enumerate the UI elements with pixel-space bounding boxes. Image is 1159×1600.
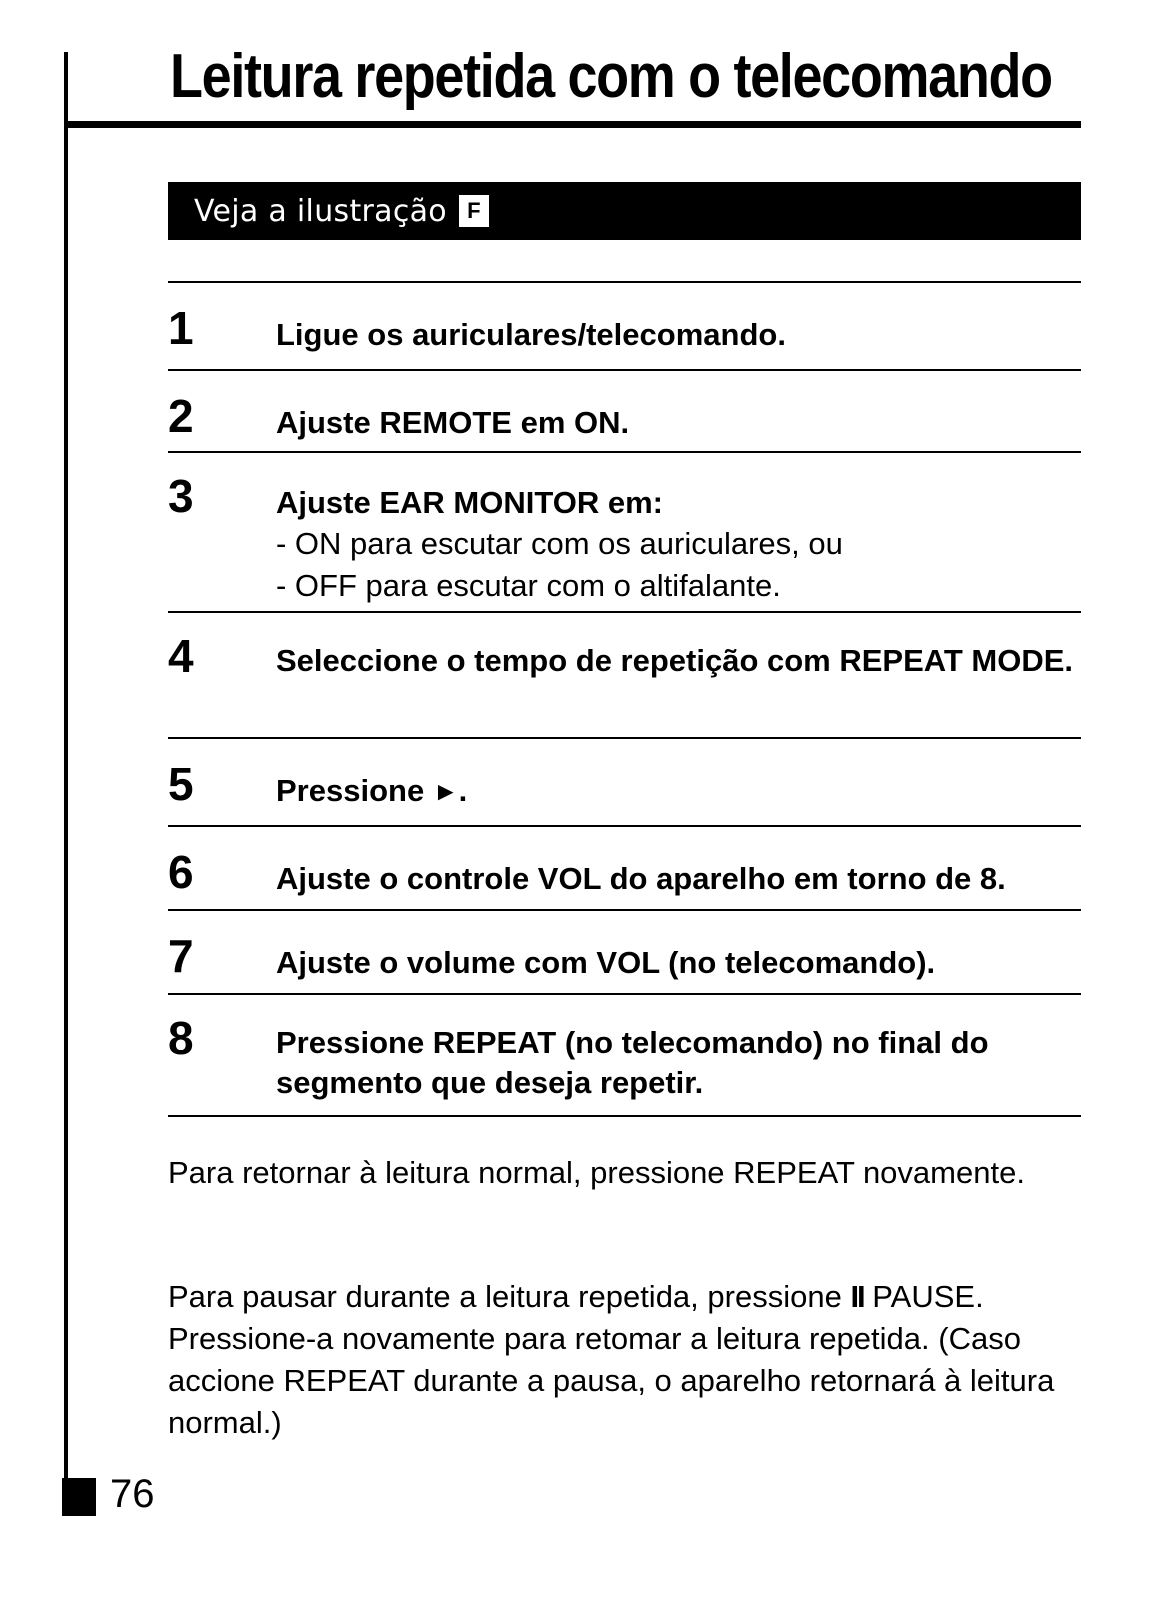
- note-pause-before: Para pausar durante a leitura repetida, pressione: [168, 1279, 842, 1314]
- step-text-suffix: .: [458, 773, 468, 808]
- step-text-label: Pressione: [276, 773, 425, 808]
- step-number: 7: [168, 930, 194, 982]
- step-6: [168, 827, 1081, 911]
- step-8: [168, 995, 1081, 1117]
- steps-list: [168, 281, 1081, 1117]
- step-option-on: - ON para escutar com os auriculares, ou: [276, 526, 843, 561]
- step-7: [168, 911, 1081, 995]
- step-number: 8: [168, 1012, 194, 1064]
- step-text: Ajuste REMOTE em ON.: [276, 405, 630, 440]
- step-1: [168, 283, 1081, 371]
- step-text: Ajuste o controle VOL do aparelho em torno de 8.: [276, 861, 1006, 896]
- pause-icon: II: [850, 1279, 864, 1314]
- step-5: [168, 739, 1081, 827]
- note-pause-after: PAUSE. Pressione-a novamente para retomar a leitura repetida. (Caso accione REPEAT durante a pausa, o aparelho retornará à leitura normal.): [168, 1279, 1055, 1440]
- step-number: 2: [168, 390, 194, 442]
- step-3: [168, 453, 1081, 613]
- play-icon: ►: [432, 776, 459, 806]
- step-2: [168, 371, 1081, 453]
- step-number: 4: [168, 630, 194, 682]
- step-number: 5: [168, 758, 194, 810]
- step-text: Pressione REPEAT (no telecomando) no final do segmento que deseja repetir.: [276, 1025, 989, 1100]
- title-underline: [64, 121, 1081, 128]
- step-option-off: - OFF para escutar com o altifalante.: [276, 568, 781, 603]
- step-4: [168, 613, 1081, 739]
- page-number: 76: [110, 1472, 155, 1516]
- step-text: Ajuste EAR MONITOR em:: [276, 485, 663, 520]
- page-marker-block: [62, 1478, 96, 1516]
- left-margin-rule: [64, 52, 68, 1512]
- step-number: 1: [168, 302, 194, 354]
- note-pause: [168, 1276, 1081, 1444]
- step-text: Ajuste o volume com VOL (no telecomando).: [276, 945, 936, 980]
- illustration-banner: [168, 182, 1081, 240]
- step-text: Ligue os auriculares/telecomando.: [276, 317, 786, 352]
- note-return-normal: Para retornar à leitura normal, pressione REPEAT novamente.: [168, 1155, 1025, 1190]
- step-number: 6: [168, 846, 194, 898]
- step-number: 3: [168, 470, 194, 522]
- banner-text: Veja a ilustração: [194, 193, 447, 229]
- step-text: Seleccione o tempo de repetição com REPEAT MODE.: [276, 643, 1074, 678]
- illustration-letter-badge: F: [459, 195, 489, 227]
- page-title: Leitura repetida com o telecomando: [170, 42, 1052, 111]
- step-text: [276, 771, 1081, 811]
